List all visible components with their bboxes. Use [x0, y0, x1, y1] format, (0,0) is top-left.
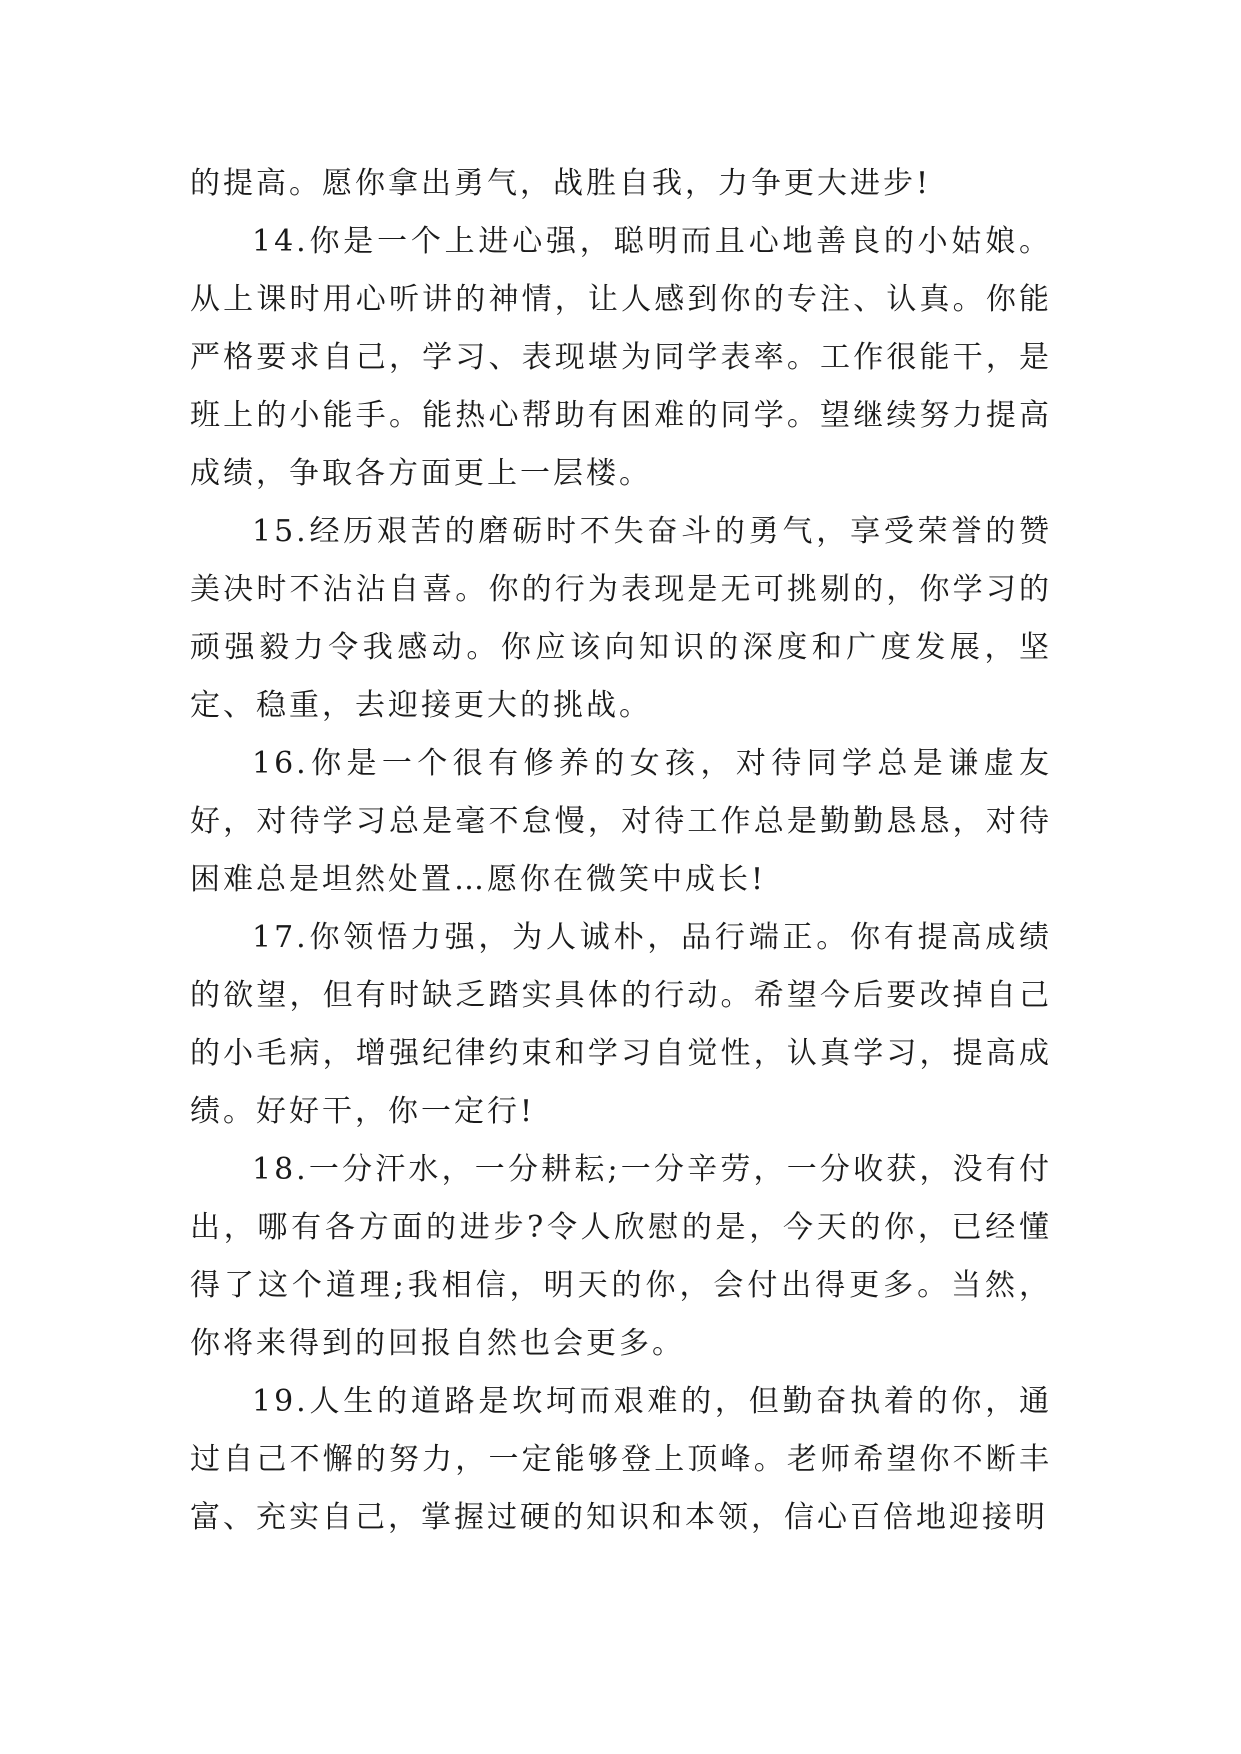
paragraph-comment-16: 16.你是一个很有修养的女孩，对待同学总是谦虚友好，对待学习总是毫不怠慢，对待工作总是勤勤恳恳，对待困难总是坦然处置…愿你在微笑中成长! [190, 746, 1052, 897]
paragraph-comment-18: 18.一分汗水，一分耕耘;一分辛劳，一分收获，没有付出，哪有各方面的进步?令人欣慰的是，今天的你，已经懂得了这个道理;我相信，明天的你，会付出得更多。当然，你将来得到的回报自然也会更多。 [190, 1152, 1052, 1361]
document-body [190, 155, 1052, 1547]
paragraph-comment-14: 14.你是一个上进心强，聪明而且心地善良的小姑娘。从上课时用心听讲的神情，让人感到你的专注、认真。你能严格要求自己，学习、表现堪为同学表率。工作很能干，是班上的小能手。能热心帮助有困难的同学。望继续努力提高成绩，争取各方面更上一层楼。 [190, 224, 1052, 491]
paragraph-comment-19: 19.人生的道路是坎坷而艰难的，但勤奋执着的你，通过自己不懈的努力，一定能够登上顶峰。老师希望你不断丰富、充实自己，掌握过硬的知识和本领，信心百倍地迎接明 [190, 1384, 1052, 1535]
paragraph-continuation: 的提高。愿你拿出勇气，战胜自我，力争更大进步! [190, 166, 932, 201]
paragraph-comment-15: 15.经历艰苦的磨砺时不失奋斗的勇气，享受荣誉的赞美决时不沾沾自喜。你的行为表现是无可挑剔的，你学习的顽强毅力令我感动。你应该向知识的深度和广度发展，坚定、稳重，去迎接更大的挑战。 [190, 514, 1052, 723]
paragraph-comment-17: 17.你领悟力强，为人诚朴，品行端正。你有提高成绩的欲望，但有时缺乏踏实具体的行动。希望今后要改掉自己的小毛病，增强纪律约束和学习自觉性，认真学习，提高成绩。好好干，你一定行! [190, 920, 1052, 1129]
